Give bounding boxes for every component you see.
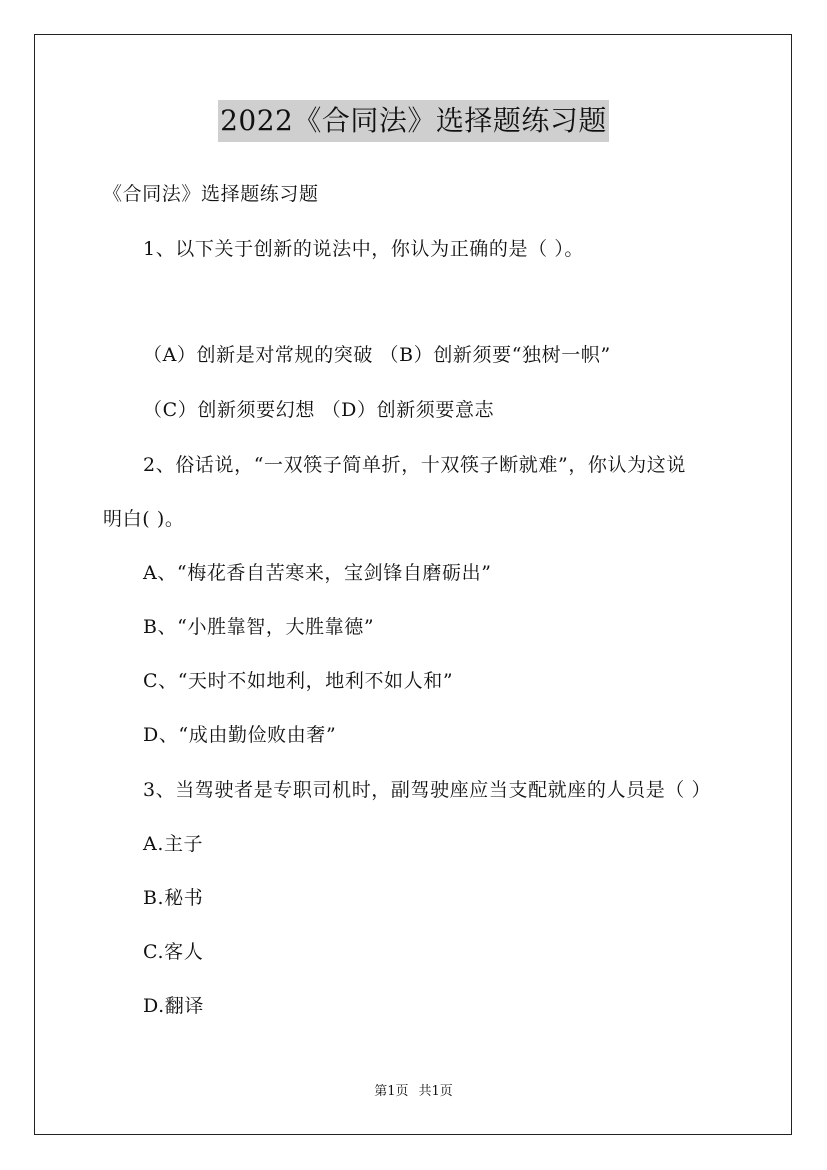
question-2-option-a: A、“梅花香自苦寒来，宝剑锋自磨砺出” <box>143 562 492 584</box>
question-2-text-line-2: 明白( )。 <box>103 508 185 530</box>
document-subtitle: 《合同法》选择题练习题 <box>103 183 319 205</box>
document-title: 2022《合同法》选择题练习题 <box>218 100 609 142</box>
question-1-option-row-2: （C）创新须要幻想 （D）创新须要意志 <box>143 399 495 421</box>
page-footer <box>0 1083 827 1101</box>
question-2-option-c: C、“天时不如地利，地利不如人和” <box>143 670 454 692</box>
title-container <box>0 100 827 142</box>
question-2-option-b: B、“小胜靠智，大胜靠德” <box>143 616 375 638</box>
question-3-option-d: D.翻译 <box>143 995 204 1017</box>
question-3-option-a: A.主子 <box>143 833 204 855</box>
question-1-option-row-1: （A）创新是对常规的突破 （B）创新须要“独树一帜” <box>143 344 611 366</box>
question-2-text-line-1: 2、俗话说，“一双筷子简单折，十双筷子断就难”，你认为这说 <box>143 454 686 476</box>
question-3-option-b: B.秘书 <box>143 887 204 909</box>
question-3-text: 3、当驾驶者是专职司机时，副驾驶座应当支配就座的人员是（ ） <box>143 779 712 801</box>
footer-total-pages: 共1页 <box>418 1084 453 1099</box>
footer-page-number: 第1页 <box>374 1084 409 1099</box>
question-2-option-d: D、“成由勤俭败由奢” <box>143 724 337 746</box>
question-3-option-c: C.客人 <box>143 941 204 963</box>
question-1-text: 1、以下关于创新的说法中，你认为正确的是（ ）。 <box>143 238 585 260</box>
